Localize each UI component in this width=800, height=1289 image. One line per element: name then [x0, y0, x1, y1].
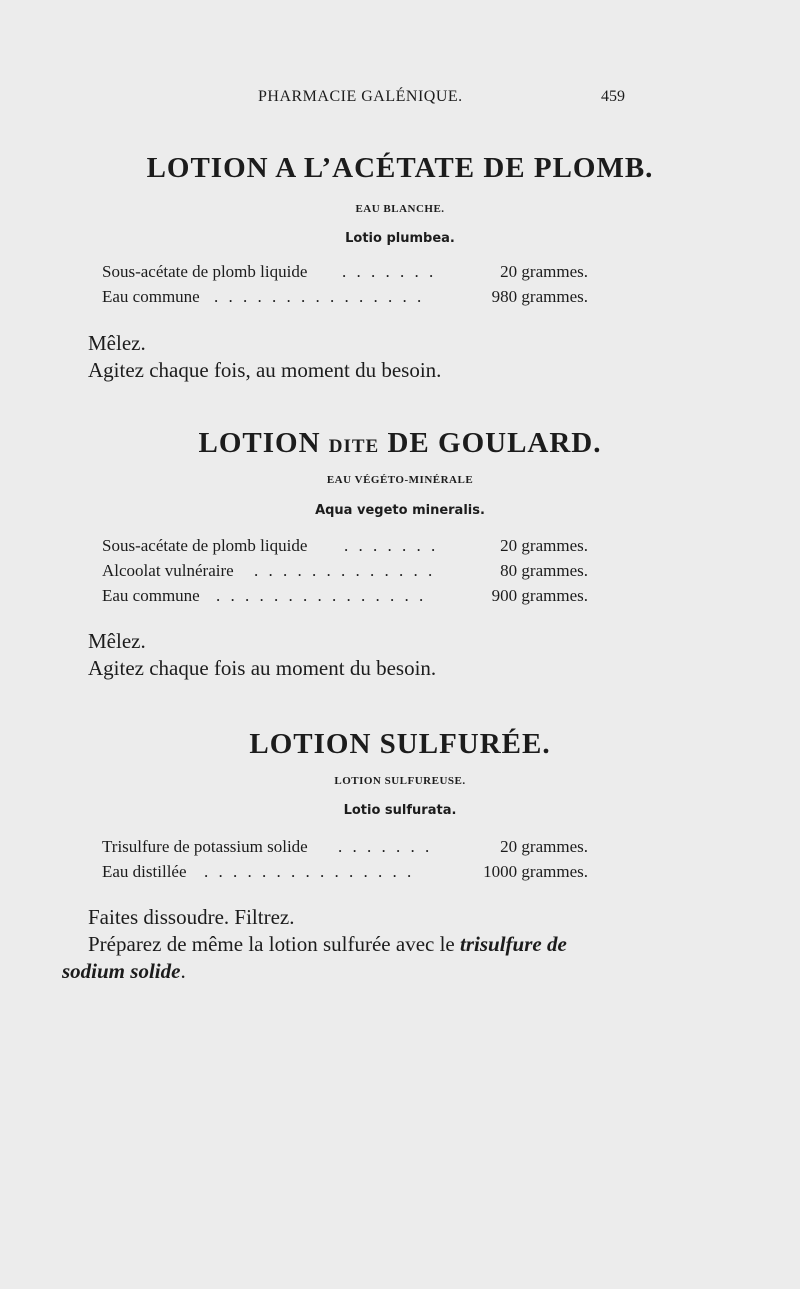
latin-name-sulfuree: Lotio sulfurata. [343, 803, 457, 818]
ingredient-name: Eau commune [102, 586, 200, 605]
title-part: LOTION [198, 427, 321, 459]
instruction-italic: trisulfure de [460, 932, 567, 956]
latin-name-goulard: Aqua vegeto mineralis. [315, 503, 485, 518]
ingredient-name: Eau commune [102, 287, 200, 306]
ingredient-name: Eau distillée [102, 862, 187, 881]
section-title-goulard [0, 427, 800, 460]
ingredient-name: Sous-acétate de plomb liquide [102, 262, 308, 281]
instruction-text: Préparez de même la lotion sulfurée avec le [88, 932, 460, 956]
instruction-text: Agitez chaque fois au moment du besoin. [88, 656, 437, 680]
ingredient-quantity: 1000 grammes. [483, 862, 588, 881]
leader-dots: . . . . . . . . . . . . . . . [216, 586, 427, 605]
ingredient-quantity: 80 grammes. [500, 561, 588, 580]
ingredient-quantity: 20 grammes. [500, 837, 588, 856]
ingredient-row [102, 837, 588, 859]
ingredient-quantity: 900 grammes. [491, 586, 588, 605]
latin-name-acetate: Lotio plumbea. [345, 231, 455, 246]
title-part: DE GOULARD. [387, 427, 602, 459]
leader-dots: . . . . . . . . . . . . . . . [204, 862, 415, 881]
ingredient-row [102, 586, 588, 608]
instruction-text: Faites dissoudre. Filtrez. [88, 905, 295, 929]
leader-dots: . . . . . . . [342, 262, 437, 281]
instruction-text: Agitez chaque fois, au moment du besoin. [88, 358, 442, 382]
section-subtitle-sulfuree: LOTION SULFUREUSE. [334, 775, 466, 787]
instruction-italic: sodium solide [62, 959, 181, 983]
instruction-text: Mêlez. [88, 331, 146, 355]
ingredient-row [102, 287, 588, 309]
ingredient-quantity: 20 grammes. [500, 262, 588, 281]
running-title: PHARMACIE GALÉNIQUE. [258, 88, 463, 105]
title-part-small: DITE [328, 436, 380, 457]
instruction-paragraph [88, 931, 648, 957]
instruction-text: Mêlez. [88, 629, 146, 653]
leader-dots: . . . . . . . [338, 837, 433, 856]
instruction-paragraph-continued [62, 958, 602, 984]
instruction-text: . [180, 959, 186, 983]
leader-dots: . . . . . . . . . . . . . [254, 561, 436, 580]
ingredient-name: Alcoolat vulnéraire [102, 561, 234, 580]
page-number: 459 [601, 88, 625, 105]
ingredient-row [102, 561, 588, 583]
ingredient-row [102, 862, 588, 884]
section-subtitle-goulard: EAU VÉGÉTO-MINÉRALE [326, 474, 474, 486]
leader-dots: . . . . . . . [344, 536, 439, 555]
section-title-sulfuree: LOTION SULFURÉE. [249, 728, 551, 760]
ingredient-row [102, 262, 588, 284]
section-subtitle-acetate: EAU BLANCHE. [355, 203, 445, 215]
leader-dots: . . . . . . . . . . . . . . . [214, 287, 425, 306]
section-title-acetate: LOTION A L’ACÉTATE DE PLOMB. [146, 152, 654, 184]
ingredient-name: Trisulfure de potassium solide [102, 837, 308, 856]
ingredient-name: Sous-acétate de plomb liquide [102, 536, 308, 555]
running-head [0, 88, 800, 112]
ingredient-quantity: 980 grammes. [491, 287, 588, 306]
ingredient-quantity: 20 grammes. [500, 536, 588, 555]
ingredient-row [102, 536, 588, 558]
